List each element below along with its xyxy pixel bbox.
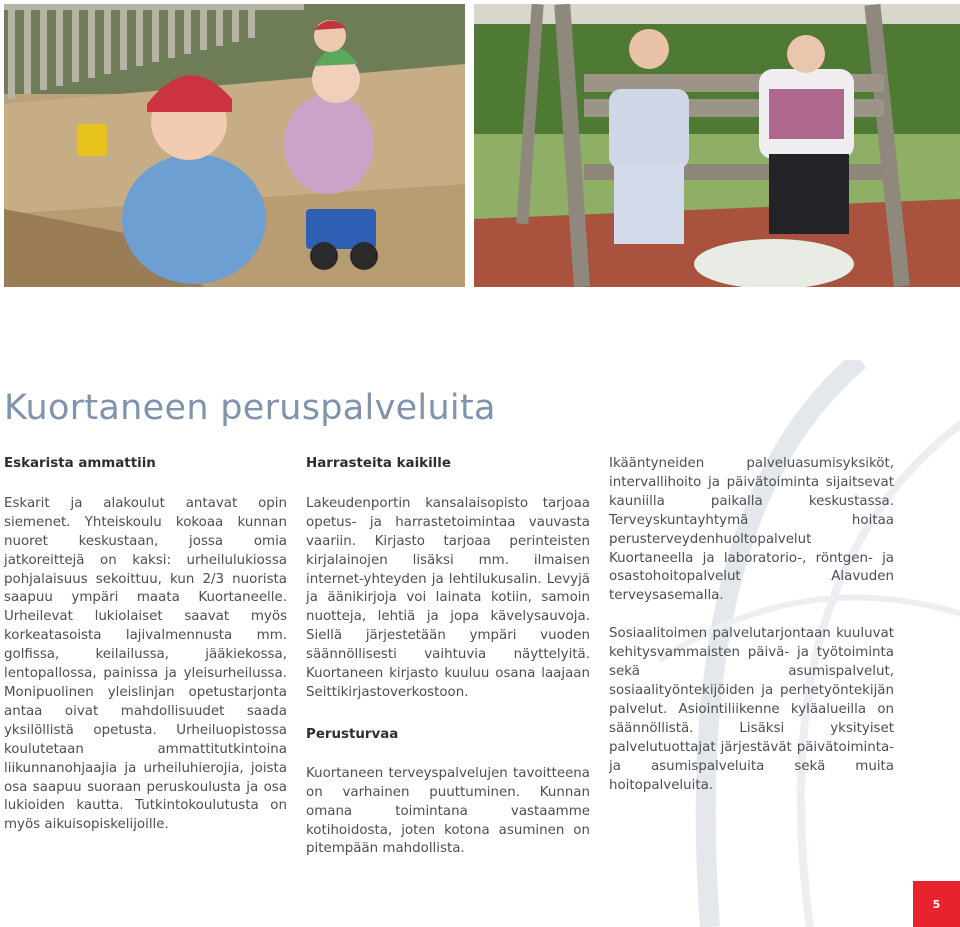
children-sandbox-photo xyxy=(4,4,465,287)
section-heading-security: Perusturvaa xyxy=(306,726,399,742)
hobbies-text: Lakeudenportin kansalaisopisto tarjoaa opetus- ja harrastetoimintaa vauvasta vaariin. Kirjasto tarjoaa perinteisten kirjalainojen lisäksi mm. ilmaisen internet-yhteyden ja lehtilukusalin. Levyjä ja äänikirjoja voi lainata kotiin, samoin nuotteja, lehtiä ja jopa kävelysauvoja. Siellä järjestetään ympäri vuoden säännöllisesti vaihtuvia näyttelyitä. Kuortaneen kirjasto kuuluu osana laajaan Seittikirjastoverkostoon. xyxy=(306,495,590,700)
services-text-2: Sosiaalitoimen palvelutarjontaan kuuluvat kehitysvammaisten päivä- ja työtoiminta sekä asumispalvelut, sosiaalityöntekijöiden ja perhetyöntekijän palvelut. Asiointiliikenne kyläalueilla on säännöllistä. Lisäksi yksityiset palvelutuottajat järjestävät päivätoiminta- ja asumispalveluita sekä muita hoitopalveluita. xyxy=(609,626,894,793)
elderly-swing-photo xyxy=(474,4,960,287)
section-heading-hobbies: Harrasteita kaikille xyxy=(306,456,451,471)
page-number: 5 xyxy=(913,881,960,927)
section-heading-education: Eskarista ammattiin xyxy=(4,456,156,471)
page-title: Kuortaneen peruspalveluita xyxy=(4,388,496,428)
education-text: Eskarit ja alakoulut antavat opin siemenet. Yhteiskoulu kokoaa kunnan nuoret keskustaan, jossa omia jatkoreittejä on kaksi: urheilulukiossa pohjalaisuus sekoittuu, kun 2/3 nuorista saapuu ympäri maata Kuortaneelle. Urheilevat lukiolaiset saavat myös korkeatasoista lajivalmennusta mm. golfissa, keilailussa, jääkiekossa, lentopallossa, painissa ja yleisurheilussa. Monipuolinen yleislinjan opetustarjonta antaa oivat mahdollisuudet saada yksilöllistä opetusta. Urheiluopistossa koulutetaan ammattitutkintoina liikunnanohjaajia ja urheiluhierojia, joista osa saapuu suoraan peruskoulusta ja osa lukioiden kautta. Tutkintokoulutusta on myös aikuisopiskelijoille. xyxy=(4,495,287,833)
column-services xyxy=(609,455,894,795)
column-education xyxy=(4,455,287,835)
services-text-1: Ikääntyneiden palveluasumisyksiköt, intervallihoito ja päivätoiminta sijaitsevat kauniilla paikalla keskustassa. Terveyskuntayhtymä hoitaa perusterveydenhuoltopalvelut Kuortaneella ja laboratorio-, röntgen- ja osastohoitopalvelut Alavuden terveysasemalla. xyxy=(609,456,894,604)
column-hobbies xyxy=(306,455,590,859)
security-text: Kuortaneen terveyspalvelujen tavoitteena on varhainen puuttuminen. Kunnan omana toimintana vastaamme kotihoidosta, joten kotona asuminen on pitempään mahdollista. xyxy=(306,765,590,857)
